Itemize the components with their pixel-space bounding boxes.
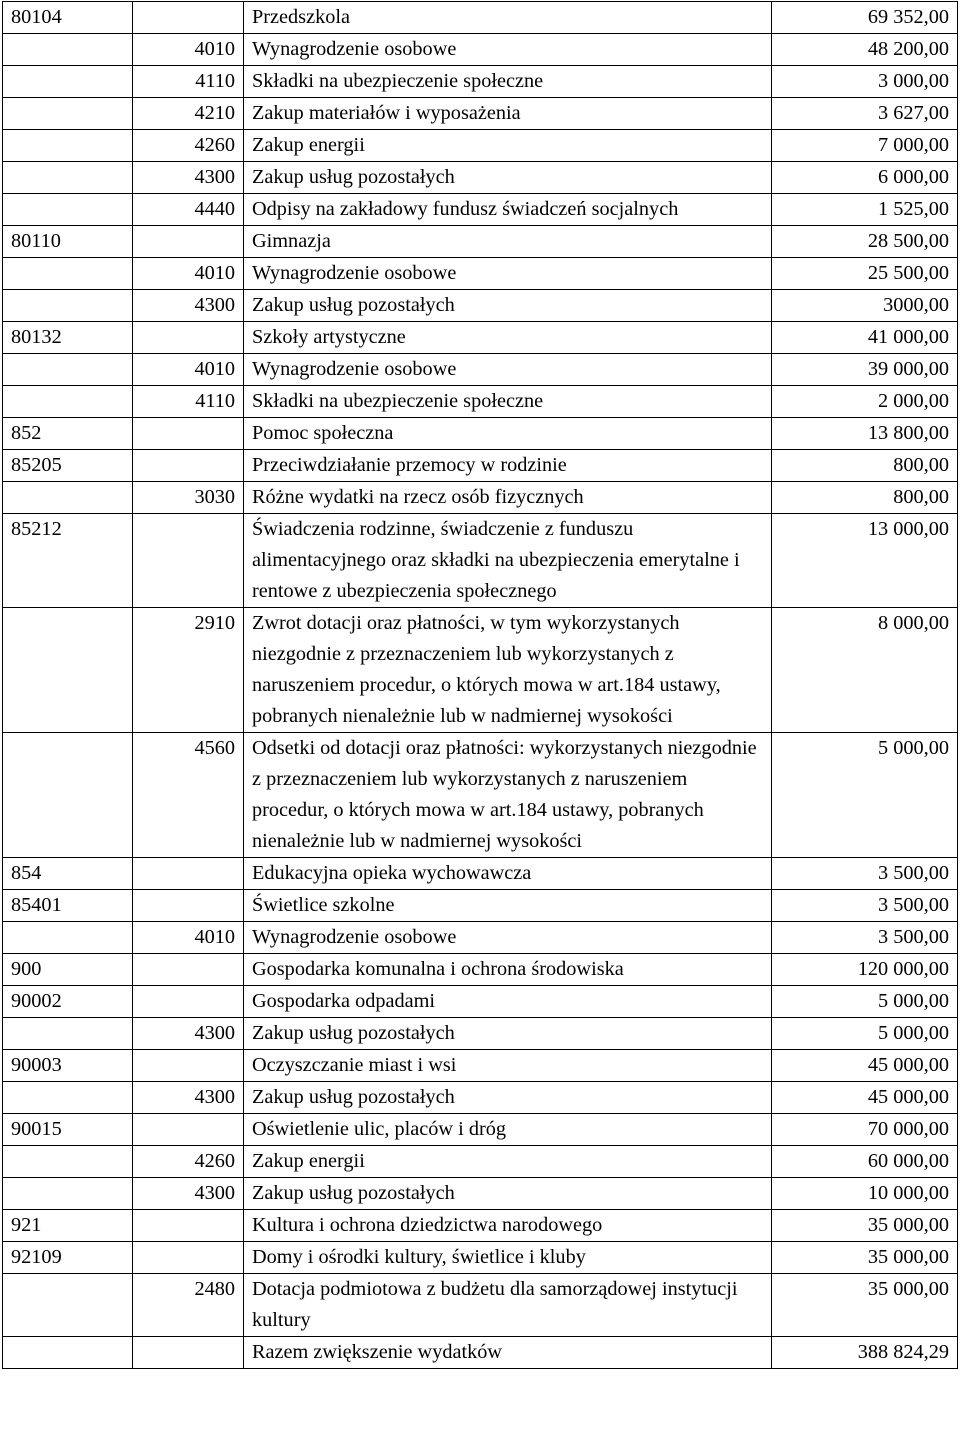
paragraph-code-cell (133, 514, 244, 608)
paragraph-code-cell: 4210 (133, 98, 244, 130)
section-code-cell: 900 (3, 954, 133, 986)
table-row (3, 922, 958, 954)
item-name-cell: Gimnazja (244, 226, 772, 258)
paragraph-code-cell: 4300 (133, 162, 244, 194)
table-row (3, 130, 958, 162)
item-name-cell: Zakup energii (244, 1146, 772, 1178)
section-code-cell (3, 194, 133, 226)
item-name-cell: Oświetlenie ulic, placów i dróg (244, 1114, 772, 1146)
amount-cell: 35 000,00 (772, 1274, 958, 1337)
amount-cell: 41 000,00 (772, 322, 958, 354)
amount-cell: 45 000,00 (772, 1050, 958, 1082)
amount-cell: 3 500,00 (772, 922, 958, 954)
section-code-cell: 854 (3, 858, 133, 890)
item-name-cell: Zakup materiałów i wyposażenia (244, 98, 772, 130)
item-name-cell: Różne wydatki na rzecz osób fizycznych (244, 482, 772, 514)
item-name-cell: Zakup usług pozostałych (244, 1082, 772, 1114)
section-code-cell (3, 354, 133, 386)
paragraph-code-cell: 4300 (133, 1082, 244, 1114)
amount-cell: 800,00 (772, 450, 958, 482)
item-name-cell: Wynagrodzenie osobowe (244, 258, 772, 290)
table-row (3, 290, 958, 322)
item-name-cell: Składki na ubezpieczenie społeczne (244, 66, 772, 98)
paragraph-code-cell: 2910 (133, 608, 244, 733)
section-code-cell (3, 162, 133, 194)
paragraph-code-cell: 4110 (133, 66, 244, 98)
table-row (3, 1146, 958, 1178)
section-code-cell (3, 922, 133, 954)
item-name-cell: Przeciwdziałanie przemocy w rodzinie (244, 450, 772, 482)
table-row (3, 1210, 958, 1242)
amount-cell: 13 000,00 (772, 514, 958, 608)
amount-cell: 48 200,00 (772, 34, 958, 66)
item-name-cell: Edukacyjna opieka wychowawcza (244, 858, 772, 890)
paragraph-code-cell: 4010 (133, 34, 244, 66)
table-row (3, 986, 958, 1018)
item-name-cell: Domy i ośrodki kultury, świetlice i kluby (244, 1242, 772, 1274)
item-name-cell: Oczyszczanie miast i wsi (244, 1050, 772, 1082)
paragraph-code-cell: 4560 (133, 733, 244, 858)
amount-cell: 5 000,00 (772, 733, 958, 858)
section-code-cell (3, 1018, 133, 1050)
section-code-cell: 92109 (3, 1242, 133, 1274)
paragraph-code-cell (133, 418, 244, 450)
table-row (3, 858, 958, 890)
section-code-cell (3, 1178, 133, 1210)
amount-cell: 7 000,00 (772, 130, 958, 162)
amount-cell: 39 000,00 (772, 354, 958, 386)
section-code-cell (3, 66, 133, 98)
paragraph-code-cell (133, 2, 244, 34)
section-code-cell: 85212 (3, 514, 133, 608)
item-name-cell: Zakup usług pozostałych (244, 1018, 772, 1050)
table-row (3, 514, 958, 608)
section-code-cell (3, 386, 133, 418)
amount-cell: 2 000,00 (772, 386, 958, 418)
amount-cell: 45 000,00 (772, 1082, 958, 1114)
table-row (3, 258, 958, 290)
section-code-cell: 921 (3, 1210, 133, 1242)
table-row (3, 98, 958, 130)
section-code-cell (3, 608, 133, 733)
amount-cell: 60 000,00 (772, 1146, 958, 1178)
budget-table-body (3, 2, 958, 1369)
table-row (3, 162, 958, 194)
paragraph-code-cell (133, 858, 244, 890)
paragraph-code-cell (133, 890, 244, 922)
section-code-cell: 85205 (3, 450, 133, 482)
item-name-cell: Pomoc społeczna (244, 418, 772, 450)
table-row (3, 450, 958, 482)
item-name-cell: Wynagrodzenie osobowe (244, 34, 772, 66)
section-code-cell: 90015 (3, 1114, 133, 1146)
item-name-cell: Zakup usług pozostałych (244, 290, 772, 322)
item-name-cell: Składki na ubezpieczenie społeczne (244, 386, 772, 418)
paragraph-code-cell (133, 954, 244, 986)
table-row (3, 2, 958, 34)
total-amount-cell: 388 824,29 (772, 1337, 958, 1369)
amount-cell: 3000,00 (772, 290, 958, 322)
table-row (3, 418, 958, 450)
paragraph-code-cell: 4300 (133, 1018, 244, 1050)
item-name-cell: Gospodarka odpadami (244, 986, 772, 1018)
paragraph-code-cell: 4010 (133, 354, 244, 386)
section-code-cell (3, 258, 133, 290)
paragraph-code-cell: 4010 (133, 922, 244, 954)
item-name-cell: Odsetki od dotacji oraz płatności: wykorzystanych niezgodnie z przeznaczeniem lub wykorzystanych z naruszeniem procedur, o których mowa w art.184 ustawy, pobranych nienależnie lub w nadmiernej wysokości (244, 733, 772, 858)
table-row (3, 1050, 958, 1082)
table-row (3, 482, 958, 514)
item-name-cell: Świetlice szkolne (244, 890, 772, 922)
table-row (3, 34, 958, 66)
amount-cell: 8 000,00 (772, 608, 958, 733)
item-name-cell: Szkoły artystyczne (244, 322, 772, 354)
total-empty-cell (3, 1337, 133, 1369)
table-row (3, 1178, 958, 1210)
table-row (3, 608, 958, 733)
paragraph-code-cell: 4440 (133, 194, 244, 226)
table-row (3, 733, 958, 858)
amount-cell: 35 000,00 (772, 1210, 958, 1242)
total-row (3, 1337, 958, 1369)
section-code-cell (3, 1274, 133, 1337)
item-name-cell: Dotacja podmiotowa z budżetu dla samorządowej instytucji kultury (244, 1274, 772, 1337)
paragraph-code-cell: 4260 (133, 1146, 244, 1178)
section-code-cell (3, 290, 133, 322)
table-row (3, 1018, 958, 1050)
amount-cell: 3 000,00 (772, 66, 958, 98)
table-row (3, 354, 958, 386)
item-name-cell: Gospodarka komunalna i ochrona środowiska (244, 954, 772, 986)
item-name-cell: Świadczenia rodzinne, świadczenie z funduszu alimentacyjnego oraz składki na ubezpieczenia emerytalne i rentowe z ubezpieczenia społecznego (244, 514, 772, 608)
item-name-cell: Zakup usług pozostałych (244, 1178, 772, 1210)
paragraph-code-cell (133, 1050, 244, 1082)
paragraph-code-cell (133, 226, 244, 258)
section-code-cell (3, 98, 133, 130)
paragraph-code-cell: 4110 (133, 386, 244, 418)
item-name-cell: Zakup usług pozostałych (244, 162, 772, 194)
item-name-cell: Kultura i ochrona dziedzictwa narodowego (244, 1210, 772, 1242)
section-code-cell: 80104 (3, 2, 133, 34)
section-code-cell: 80132 (3, 322, 133, 354)
section-code-cell: 85401 (3, 890, 133, 922)
amount-cell: 5 000,00 (772, 1018, 958, 1050)
item-name-cell: Zwrot dotacji oraz płatności, w tym wykorzystanych niezgodnie z przeznaczeniem lub wykorzystanych z naruszeniem procedur, o których mowa w art.184 ustawy, pobranych nienależnie lub w nadmiernej wysokości (244, 608, 772, 733)
paragraph-code-cell (133, 1242, 244, 1274)
amount-cell: 35 000,00 (772, 1242, 958, 1274)
amount-cell: 70 000,00 (772, 1114, 958, 1146)
table-row (3, 322, 958, 354)
table-row (3, 1114, 958, 1146)
section-code-cell (3, 1082, 133, 1114)
amount-cell: 10 000,00 (772, 1178, 958, 1210)
paragraph-code-cell (133, 986, 244, 1018)
section-code-cell (3, 130, 133, 162)
amount-cell: 3 500,00 (772, 858, 958, 890)
paragraph-code-cell: 4010 (133, 258, 244, 290)
paragraph-code-cell: 4300 (133, 290, 244, 322)
amount-cell: 1 525,00 (772, 194, 958, 226)
amount-cell: 120 000,00 (772, 954, 958, 986)
amount-cell: 800,00 (772, 482, 958, 514)
section-code-cell (3, 482, 133, 514)
budget-expenditure-table (2, 1, 958, 1369)
paragraph-code-cell: 4260 (133, 130, 244, 162)
amount-cell: 5 000,00 (772, 986, 958, 1018)
item-name-cell: Wynagrodzenie osobowe (244, 922, 772, 954)
amount-cell: 6 000,00 (772, 162, 958, 194)
paragraph-code-cell: 4300 (133, 1178, 244, 1210)
amount-cell: 28 500,00 (772, 226, 958, 258)
table-row (3, 1082, 958, 1114)
paragraph-code-cell (133, 1114, 244, 1146)
paragraph-code-cell (133, 322, 244, 354)
item-name-cell: Zakup energii (244, 130, 772, 162)
section-code-cell (3, 1146, 133, 1178)
table-row (3, 226, 958, 258)
total-empty-cell (133, 1337, 244, 1369)
table-row (3, 890, 958, 922)
item-name-cell: Odpisy na zakładowy fundusz świadczeń socjalnych (244, 194, 772, 226)
table-row (3, 386, 958, 418)
section-code-cell: 852 (3, 418, 133, 450)
amount-cell: 3 627,00 (772, 98, 958, 130)
table-row (3, 1274, 958, 1337)
table-row (3, 194, 958, 226)
section-code-cell (3, 733, 133, 858)
amount-cell: 25 500,00 (772, 258, 958, 290)
total-label-cell: Razem zwiększenie wydatków (244, 1337, 772, 1369)
paragraph-code-cell: 3030 (133, 482, 244, 514)
paragraph-code-cell (133, 1210, 244, 1242)
amount-cell: 3 500,00 (772, 890, 958, 922)
section-code-cell: 80110 (3, 226, 133, 258)
item-name-cell: Wynagrodzenie osobowe (244, 354, 772, 386)
section-code-cell: 90002 (3, 986, 133, 1018)
table-row (3, 954, 958, 986)
amount-cell: 13 800,00 (772, 418, 958, 450)
section-code-cell (3, 34, 133, 66)
paragraph-code-cell: 2480 (133, 1274, 244, 1337)
item-name-cell: Przedszkola (244, 2, 772, 34)
amount-cell: 69 352,00 (772, 2, 958, 34)
table-row (3, 66, 958, 98)
section-code-cell: 90003 (3, 1050, 133, 1082)
paragraph-code-cell (133, 450, 244, 482)
table-row (3, 1242, 958, 1274)
